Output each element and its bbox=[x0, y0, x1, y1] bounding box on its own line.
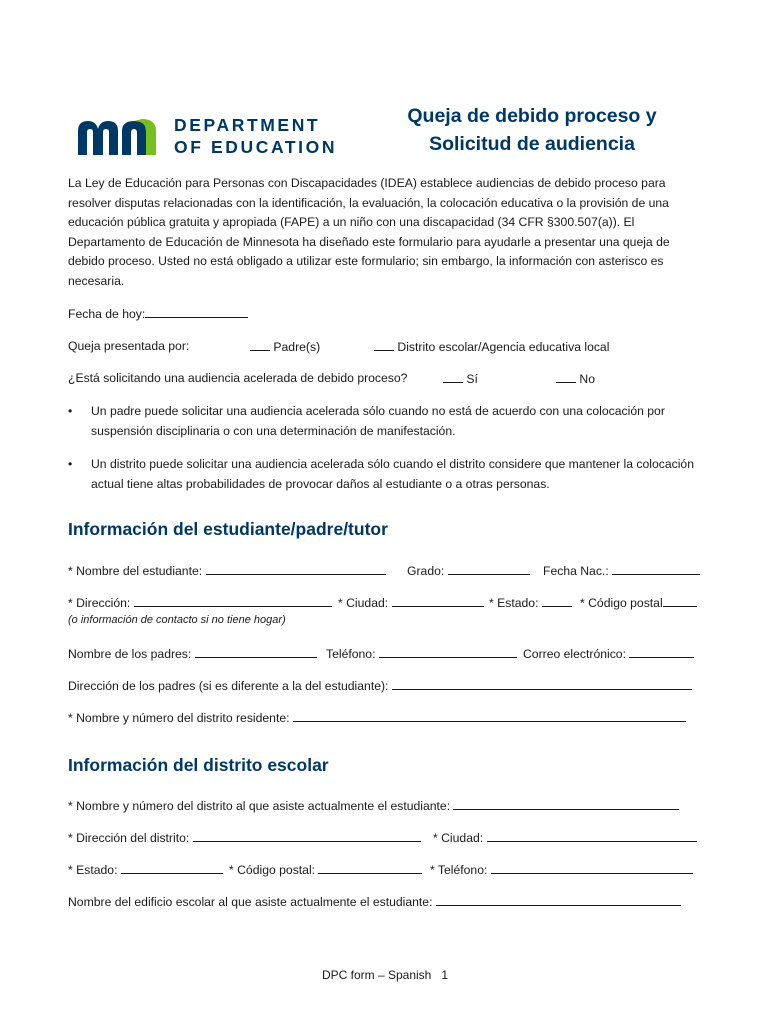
no-checkbox-blank[interactable] bbox=[556, 370, 576, 383]
distrito-residente-row bbox=[68, 709, 686, 726]
fecha-label: Fecha de hoy: bbox=[68, 307, 146, 321]
telefono-label: Teléfono: bbox=[326, 647, 376, 661]
student-section-heading: Información del estudiante/padre/tutor bbox=[68, 519, 388, 539]
bullet-icon: • bbox=[68, 457, 73, 471]
telefono-distrito-label: * Teléfono: bbox=[430, 863, 488, 877]
intro-paragraph: La Ley de Educación para Personas con Discapacidades (IDEA) establece audiencias de debido proceso para resolver disputas relacionadas con la identificación, la evaluación, la colocación educativa o la provisión de una educación pública gratuita y apropiada (FAPE) a un niño con una discapacidad (34 CFR §300.507(a)). El Departamento de Educación de Minnesota ha diseñado este formulario para ayudarle a presentar una queja de debido proceso. Usted no está obligado a utilizar este formulario; sin embargo, la información con asterisco es necesaria. bbox=[68, 176, 670, 288]
student-name-input[interactable] bbox=[206, 562, 386, 575]
estado-distrito-label: * Estado: bbox=[68, 863, 118, 877]
ciudad-label: * Ciudad: bbox=[338, 596, 389, 610]
distrito-asiste-row bbox=[68, 797, 679, 814]
district-section-heading: Información del distrito escolar bbox=[68, 755, 329, 775]
estado-distrito-input[interactable] bbox=[121, 861, 223, 874]
mn-department-of-education-logo bbox=[76, 116, 348, 158]
bullet-icon: • bbox=[68, 404, 73, 418]
fecha-row bbox=[68, 305, 248, 322]
direccion-input[interactable] bbox=[134, 594, 332, 607]
codigo-postal-row bbox=[580, 594, 697, 611]
ciudad-distrito-input[interactable] bbox=[487, 829, 697, 842]
page-footer: DPC form – Spanish 1 bbox=[321, 968, 449, 982]
distrito-residente-input[interactable] bbox=[293, 709, 686, 722]
estado-row bbox=[489, 594, 572, 611]
padres-row bbox=[68, 645, 317, 662]
estado-label: * Estado: bbox=[489, 596, 539, 610]
edificio-input[interactable] bbox=[436, 893, 681, 906]
padres-label: Padre(s) bbox=[273, 340, 321, 354]
logo-line-department: DEPARTMENT bbox=[174, 115, 321, 135]
distrito-checkbox-blank[interactable] bbox=[374, 338, 394, 351]
distrito-residente-label: * Nombre y número del distrito residente: bbox=[68, 711, 290, 725]
logo-line-education: OF EDUCATION bbox=[174, 137, 338, 157]
bullet-item bbox=[68, 454, 708, 496]
acelerada-label: ¿Está solicitando una audiencia acelerada de debido proceso? bbox=[68, 371, 408, 385]
logo-text bbox=[174, 116, 337, 157]
student-name-label: * Nombre del estudiante: bbox=[68, 564, 203, 578]
form-title bbox=[392, 102, 672, 158]
student-name-row bbox=[68, 562, 386, 579]
queja-label: Queja presentada por: bbox=[68, 339, 190, 353]
correo-row bbox=[523, 645, 694, 662]
codigo-postal-distrito-input[interactable] bbox=[318, 861, 422, 874]
dir-distrito-row bbox=[68, 829, 421, 846]
grado-row bbox=[407, 562, 530, 579]
distrito-asiste-label: * Nombre y número del distrito al que asiste actualmente el estudiante: bbox=[68, 799, 451, 813]
mn-logo-icon bbox=[76, 117, 160, 157]
codigo-postal-input[interactable] bbox=[663, 594, 697, 607]
codigo-postal-distrito-row bbox=[229, 861, 422, 878]
no-label: No bbox=[579, 372, 595, 386]
ciudad-distrito-row bbox=[433, 829, 697, 846]
telefono-distrito-input[interactable] bbox=[491, 861, 693, 874]
telefono-input[interactable] bbox=[379, 645, 517, 658]
correo-input[interactable] bbox=[629, 645, 694, 658]
distrito-asiste-input[interactable] bbox=[453, 797, 679, 810]
codigo-postal-label: * Código postal bbox=[580, 596, 663, 610]
codigo-postal-distrito-label: * Código postal: bbox=[229, 863, 316, 877]
dir-padres-label: Dirección de los padres (si es diferente a la del estudiante): bbox=[68, 679, 389, 693]
queja-option-padres[interactable] bbox=[250, 338, 320, 355]
acelerada-option-si[interactable] bbox=[443, 370, 478, 387]
bullet-text: Un padre puede solicitar una audiencia acelerada sólo cuando no está de acuerdo con una colocación por suspensión disciplinaria o con una determinación de manifestación. bbox=[91, 404, 665, 438]
fecha-nac-input[interactable] bbox=[612, 562, 700, 575]
fecha-input[interactable] bbox=[145, 305, 248, 318]
grado-input[interactable] bbox=[448, 562, 530, 575]
estado-distrito-row bbox=[68, 861, 223, 878]
queja-option-distrito[interactable] bbox=[374, 338, 609, 355]
estado-input[interactable] bbox=[542, 594, 572, 607]
ciudad-input[interactable] bbox=[392, 594, 484, 607]
padres-name-label: Nombre de los padres: bbox=[68, 647, 192, 661]
ciudad-distrito-label: * Ciudad: bbox=[433, 831, 484, 845]
fecha-nac-label: Fecha Nac.: bbox=[543, 564, 609, 578]
padres-checkbox-blank[interactable] bbox=[250, 338, 270, 351]
telefono-distrito-row bbox=[430, 861, 693, 878]
distrito-label: Distrito escolar/Agencia educativa local bbox=[397, 340, 610, 354]
dir-distrito-label: * Dirección del distrito: bbox=[68, 831, 190, 845]
direccion-label: * Dirección: bbox=[68, 596, 131, 610]
edificio-row bbox=[68, 893, 681, 910]
title-line-1: Queja de debido proceso y bbox=[407, 105, 657, 127]
ciudad-row bbox=[338, 594, 484, 611]
si-checkbox-blank[interactable] bbox=[443, 370, 463, 383]
edificio-label: Nombre del edificio escolar al que asiste actualmente el estudiante: bbox=[68, 895, 433, 909]
dir-padres-input[interactable] bbox=[392, 677, 692, 690]
correo-label: Correo electrónico: bbox=[523, 647, 626, 661]
si-label: Sí bbox=[466, 372, 478, 386]
direccion-row bbox=[68, 594, 332, 611]
fecha-nac-row bbox=[543, 562, 700, 579]
dir-padres-row bbox=[68, 677, 692, 694]
bullet-item bbox=[68, 401, 708, 443]
homeless-note: (o información de contacto si no tiene hogar) bbox=[68, 614, 286, 626]
title-line-2: Solicitud de audiencia bbox=[429, 133, 635, 155]
telefono-row bbox=[326, 645, 517, 662]
bullet-text: Un distrito puede solicitar una audiencia acelerada sólo cuando el distrito considere que mantener la colocación actual tiene altas probabilidades de provocar daños al estudiante o a otras personas. bbox=[91, 457, 694, 491]
grado-label: Grado: bbox=[407, 564, 445, 578]
acelerada-option-no[interactable] bbox=[556, 370, 595, 387]
dir-distrito-input[interactable] bbox=[193, 829, 421, 842]
padres-name-input[interactable] bbox=[195, 645, 317, 658]
